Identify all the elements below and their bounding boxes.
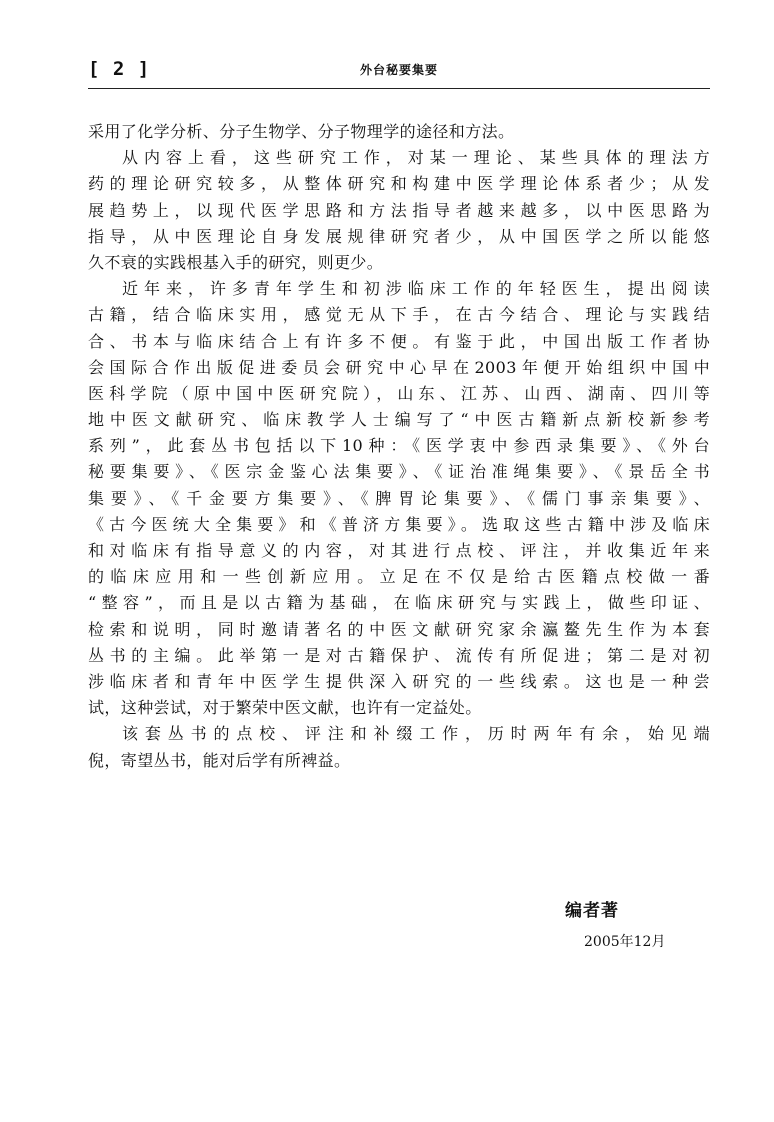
text-line: 和对临床有指导意义的内容，对其进行点校、评注，并收集近年来 — [88, 541, 710, 560]
text-line: 会国际合作出版促进委员会研究中心早在2003年便开始组织中国中 — [88, 357, 710, 377]
text-line: 合、书本与临床结合上有许多不便。有鉴于此，中国出版工作者协 — [88, 331, 710, 351]
text-line: 试，这种尝试，对于繁荣中医文献，也许有一定益处。 — [88, 698, 482, 718]
paragraph — [88, 119, 710, 145]
text-line: 倪，寄望丛书，能对后学有所裨益。 — [88, 750, 351, 770]
text-line: 的临床应用和一些创新应用。立足在不仅是给古医籍点校做一番 — [88, 567, 710, 587]
text-line: 久不衰的实践根基入手的研究，则更少。 — [88, 252, 384, 272]
text-line: 集要》、《千金要方集要》、《脾胃论集要》、《儒门事亲集要》、 — [88, 488, 710, 508]
text-line: 近年来，许多青年学生和初涉临床工作的年轻医生，提出阅读 — [122, 279, 710, 299]
text-line: 《古今医统大全集要》和《普济方集要》。选取这些古籍中涉及临床 — [88, 514, 710, 534]
text-line: 医科学院（原中国中医研究院），山东、江苏、山西、湖南、四川等 — [88, 383, 710, 403]
text-line: 涉临床者和青年中医学生提供深入研究的一些线索。这也是一种尝 — [88, 671, 710, 691]
text-line: 秘要集要》、《医宗金鉴心法集要》、《证治准绳集要》、《景岳全书 — [88, 462, 710, 482]
signature-date: 2005年12月 — [584, 934, 666, 950]
text-line: “整容”，而且是以古籍为基础，在临床研究与实践上，做些印证、 — [88, 593, 710, 613]
text-line: 指导，从中医理论自身发展规律研究者少，从中国医学之所以能悠 — [88, 226, 710, 246]
running-title: 外台秘要集要 — [359, 63, 438, 77]
text-line: 地中医文献研究、临床教学人士编写了“中医古籍新点新校新参考 — [88, 410, 710, 430]
text-line: 采用了化学分析、分子生物学、分子物理学的途径和方法。 — [88, 122, 515, 141]
text-line: 展趋势上，以现代医学思路和方法指导者越来越多，以中医思路为 — [88, 200, 710, 220]
paragraph — [88, 276, 710, 721]
body-text — [88, 119, 710, 774]
page-number: [ 2 ] — [88, 58, 151, 80]
text-line: 药的理论研究较多，从整体研究和构建中医学理论体系者少；从发 — [88, 174, 710, 194]
header-rule — [88, 88, 710, 89]
text-line: 丛书的主编。此举第一是对古籍保护、流传有所促进；第二是对初 — [88, 645, 710, 665]
paragraph — [88, 145, 710, 276]
text-line: 古籍，结合临床实用，感觉无从下手，在古今结合、理论与实践结 — [88, 305, 710, 325]
text-line: 该套丛书的点校、评注和补缀工作，历时两年有余，始见端 — [122, 724, 710, 744]
text-line: 检索和说明，同时邀请著名的中医文献研究家余瀛鳌先生作为本套 — [88, 619, 710, 639]
text-line: 系列”，此套丛书包括以下10种：《医学衷中参西录集要》、《外台 — [88, 436, 710, 456]
page-header — [88, 58, 710, 88]
text-line: 从内容上看，这些研究工作，对某一理论、某些具体的理法方 — [122, 148, 710, 168]
author-signature: 编者著 — [565, 901, 619, 921]
paragraph — [88, 721, 710, 773]
